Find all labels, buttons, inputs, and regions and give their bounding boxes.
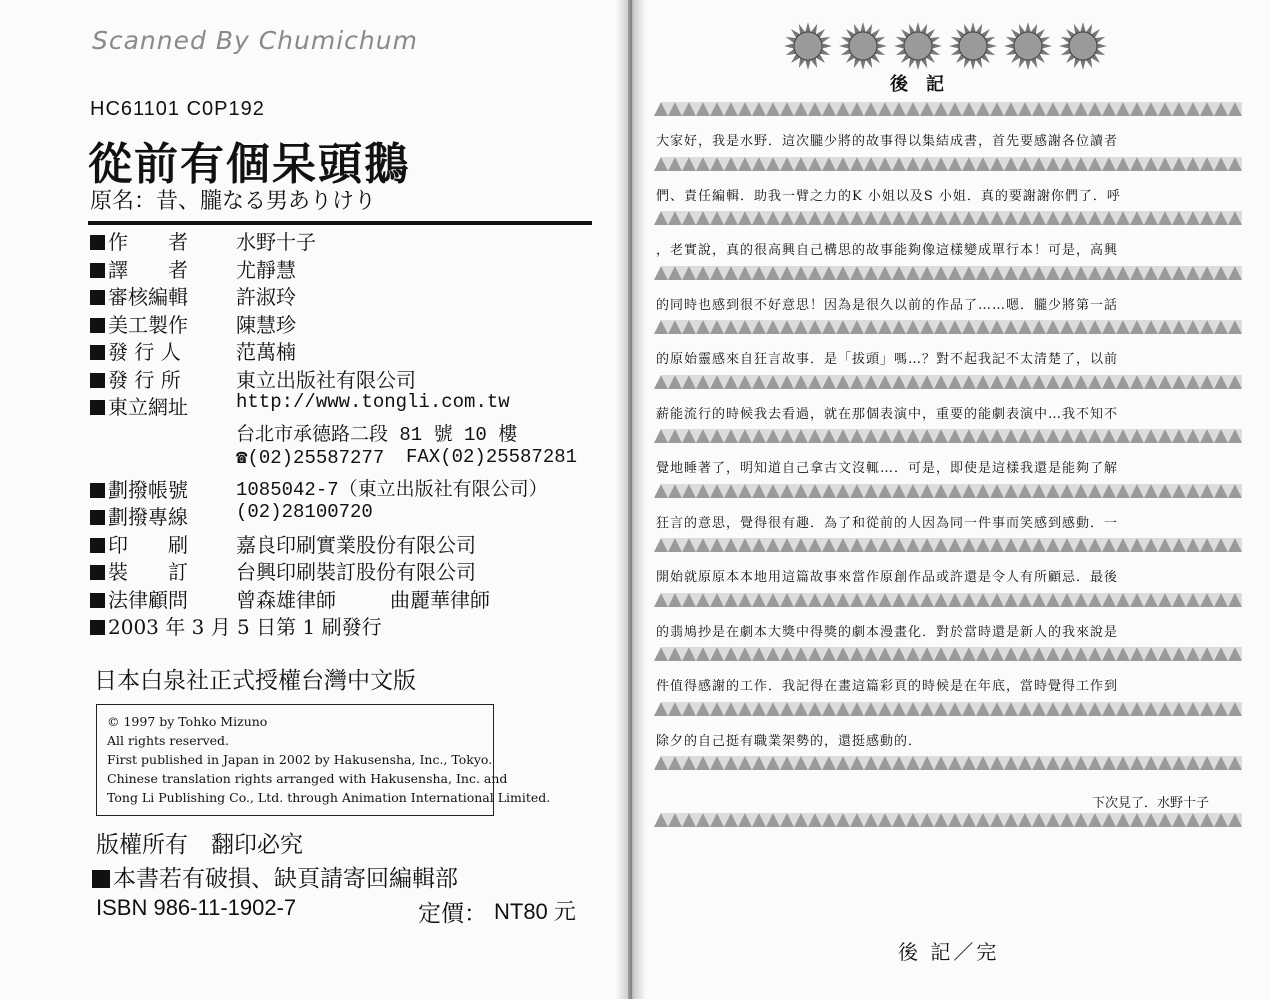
credit-row — [90, 474, 590, 502]
afterword-line: 薪能流行的時候我去看過，就在那個表演中，重要的能劇表演中…我不知不 — [656, 406, 1119, 422]
afterword-line: 的翡鳩抄是在劇本大獎中得獎的劇本漫畫化．對於當時還是新人的我來說是 — [656, 624, 1119, 640]
credit-value: 陳慧珍 — [236, 312, 296, 337]
credit-label: 美工製作 — [90, 309, 188, 338]
afterword-line: 開始就原原本本地用這篇故事來當作原創作品或許還是令人有所顧忌．最後 — [656, 570, 1119, 585]
triangle-border — [654, 100, 1242, 118]
credit-label: 審核編輯 — [90, 281, 188, 310]
rights-notice: 版權所有 翻印必究 — [96, 832, 303, 858]
credit-row — [90, 281, 590, 309]
damage-notice: 本書若有破損、缺頁請寄回編輯部 — [92, 860, 458, 893]
triangle-border — [654, 427, 1242, 445]
credit-row — [90, 391, 590, 419]
sun-icon — [1004, 22, 1052, 70]
book-title: 從前有個呆頭鵝 — [88, 139, 410, 190]
right-page — [632, 0, 1270, 999]
price-value: NT80 元 — [494, 899, 576, 924]
credit-row — [90, 226, 590, 254]
afterword-end-mark: 後 記／完 — [898, 940, 1000, 964]
triangle-border — [654, 591, 1242, 609]
credit-value: 1085042-7（東立出版社有限公司） — [236, 478, 548, 501]
copyright-line: Chinese translation rights arranged with Hakusensha, Inc. and — [107, 771, 508, 786]
credit-label: 發 行 所 — [90, 364, 181, 393]
afterword-line: 狂言的意思，覺得很有趣．為了和從前的人因為同一件事而笑感到感動．一 — [656, 515, 1119, 531]
afterword-line: 覺地睡著了，明知道自己拿古文沒輒…．可是，即使是這樣我還是能夠了解 — [656, 461, 1119, 476]
credit-label: 作 者 — [90, 226, 188, 255]
credit-row — [90, 556, 590, 584]
copyright-line: Tong Li Publishing Co., Ltd. through Animation International Limited. — [107, 790, 551, 805]
credit-label: 印 刷 — [90, 529, 188, 558]
credit-row — [90, 501, 590, 529]
credit-value: 曾森雄律師 — [236, 587, 336, 612]
credit-row — [90, 419, 590, 447]
triangle-border — [654, 155, 1242, 173]
sun-icon — [894, 22, 942, 70]
credit-row — [90, 309, 590, 337]
credits-list — [90, 226, 590, 639]
triangle-border — [654, 482, 1242, 500]
credit-label: 發 行 人 — [90, 336, 181, 365]
book-gutter — [616, 0, 646, 999]
credit-value: 東立出版社有限公司 — [236, 367, 416, 392]
afterword-line: 的同時也感到很不好意思！因為是很久以前的作品了……嗯．朧少將第一話 — [656, 297, 1119, 313]
sun-icon — [949, 22, 997, 70]
triangle-border — [654, 373, 1242, 391]
triangle-border — [654, 318, 1242, 336]
book-code: HC61101 C0P192 — [90, 98, 265, 120]
credit-value: ☎(02)25587277 — [236, 447, 385, 469]
credit-label: 2003 年 3 月 5 日第 1 刷發行 — [90, 611, 382, 640]
credit-row — [90, 336, 590, 364]
sun-icon — [784, 22, 832, 70]
triangle-border — [654, 754, 1242, 772]
left-page — [0, 0, 628, 999]
original-title: 原名：昔、朧なる男ありけり — [90, 189, 377, 214]
copyright-box — [96, 704, 551, 816]
isbn: ISBN 986-11-1902-7 — [96, 895, 297, 920]
afterword-line: 的原始靈感來自狂言故事．是「拔頭」嗎…？對不起我記不太清楚了，以前 — [656, 352, 1119, 367]
credit-row — [90, 254, 590, 282]
afterword-signature: 下次見了．水野十子 — [1092, 796, 1210, 811]
credit-value: 尤靜慧 — [236, 257, 296, 282]
triangle-border — [654, 536, 1242, 554]
credit-value: 台北市承德路二段 81 號 10 樓 — [236, 423, 518, 446]
credit-value-secondary: FAX(02)25587281 — [406, 446, 578, 468]
title-rule — [88, 221, 592, 225]
price-label: 定價： — [418, 901, 487, 927]
afterword-line: ，老實說，真的很高興自己構思的故事能夠像這樣變成單行本！可是，高興 — [656, 243, 1119, 258]
credit-value: http://www.tongli.com.tw — [236, 391, 510, 413]
credit-value: (02)28100720 — [236, 501, 373, 523]
credit-value: 嘉良印刷實業股份有限公司 — [236, 532, 476, 557]
credit-label: 劃撥帳號 — [90, 474, 188, 503]
afterword-line: 們、責任編輯．助我一臂之力的K 小姐以及S 小姐．真的要謝謝你們了．呼 — [656, 188, 1121, 204]
credit-value-secondary: 曲麗華律師 — [390, 587, 490, 612]
credit-value: 范萬楠 — [236, 340, 296, 364]
sun-icon — [839, 22, 887, 70]
credit-label: 東立網址 — [90, 391, 188, 420]
afterword-line: 除夕的自己挺有職業架勢的，還挺感動的． — [656, 733, 923, 749]
copyright-line: © 1997 by Tohko Mizuno — [107, 714, 268, 729]
credit-label: 裝 訂 — [90, 556, 188, 585]
triangle-border — [654, 209, 1242, 227]
triangle-border — [654, 264, 1242, 282]
credit-row — [90, 364, 590, 392]
triangle-border — [654, 700, 1242, 718]
credit-row — [90, 611, 590, 639]
credit-label: 譯 者 — [90, 254, 188, 283]
authorization-notice: 日本白泉社正式授權台灣中文版 — [94, 668, 416, 694]
credit-label: 法律顧問 — [90, 584, 188, 613]
credit-value: 水野十子 — [236, 230, 316, 254]
sun-icon — [1059, 22, 1107, 70]
scan-credit: Scanned By Chumichum — [92, 26, 418, 55]
afterword-line: 大家好，我是水野．這次朧少將的故事得以集結成書，首先要感謝各位讀者 — [656, 134, 1119, 149]
credit-row — [90, 584, 590, 612]
credit-label: 劃撥專線 — [90, 501, 188, 530]
copyright-line: All rights reserved. — [107, 733, 230, 748]
copyright-line: First published in Japan in 2002 by Hakusensha, Inc., Tokyo. — [107, 752, 493, 767]
afterword-line: 件值得感謝的工作．我記得在畫這篇彩頁的時候是在年底，當時覺得工作到 — [656, 679, 1119, 694]
credit-value: 台興印刷裝訂股份有限公司 — [236, 560, 476, 584]
triangle-border — [654, 645, 1242, 663]
triangle-border — [654, 811, 1242, 829]
sun-ornament-row — [782, 18, 1112, 78]
credit-row — [90, 446, 590, 474]
credit-value: 許淑玲 — [236, 285, 296, 309]
afterword-title: 後記 — [890, 74, 962, 95]
credit-row — [90, 529, 590, 557]
